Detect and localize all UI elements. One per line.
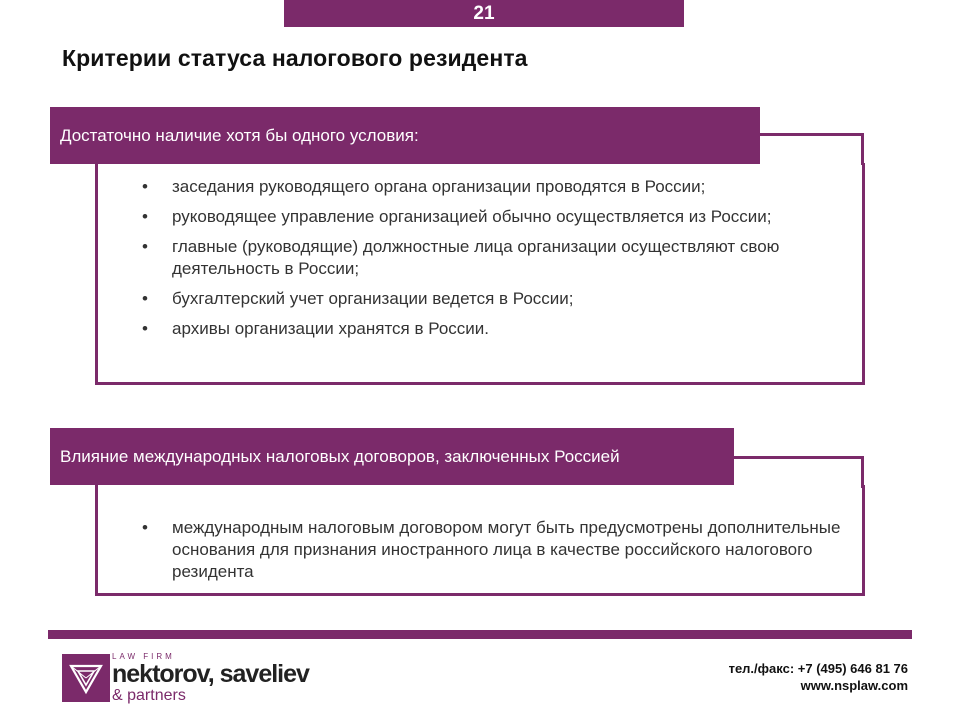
- list-item: [142, 288, 842, 310]
- section-1-frame-cap: [861, 133, 864, 165]
- section-1-header: [50, 107, 760, 164]
- contact-info: [729, 660, 908, 694]
- logo-partners: & partners: [112, 687, 186, 704]
- section-2-bullet-list: [142, 517, 842, 591]
- section-1-bullet-list: [142, 176, 842, 348]
- logo-law-firm: LAW FIRM: [112, 652, 175, 661]
- section-2-header: [50, 428, 734, 485]
- section-2-header-text: Влияние международных налоговых договоров, заключенных Россией: [60, 446, 620, 466]
- list-item-text: заседания руководящего органа организации проводятся в России;: [172, 177, 706, 196]
- section-2-frame-cap: [861, 456, 864, 488]
- list-item-text: бухгалтерский учет организации ведется в России;: [172, 289, 574, 308]
- list-item-text: международным налоговым договором могут быть предусмотрены дополнительные основания для признания иностранного лица в качестве российского налогового резидента: [172, 518, 841, 581]
- list-item-text: руководящее управление организацией обычно осуществляется из России;: [172, 207, 772, 226]
- bullet-icon: •: [142, 207, 148, 226]
- contact-phone: тел./факс: +7 (495) 646 81 76: [728, 661, 908, 676]
- bullet-icon: •: [142, 289, 148, 308]
- list-item: [142, 517, 842, 583]
- list-item: [142, 206, 842, 228]
- page-title: Критерии статуса налогового резидента: [62, 45, 528, 71]
- logo-firm-name: nektorov, saveliev: [112, 660, 309, 688]
- list-item: [142, 176, 842, 198]
- bullet-icon: •: [142, 177, 148, 196]
- firm-logo: [62, 652, 309, 707]
- section-2-frame-top: [734, 456, 864, 459]
- slide-number: 21: [284, 0, 684, 27]
- list-item: [142, 318, 842, 340]
- section-1-frame-top: [760, 133, 864, 136]
- contact-website[interactable]: www.nsplaw.com: [800, 678, 908, 693]
- section-1-header-text: Достаточно наличие хотя бы одного условия:: [60, 125, 419, 145]
- triangle-emblem-icon: [62, 654, 110, 702]
- list-item: [142, 236, 842, 280]
- bullet-icon: •: [142, 319, 148, 338]
- list-item-text: архивы организации хранятся в России.: [172, 319, 490, 338]
- footer-bar: [48, 630, 912, 639]
- list-item-text: главные (руководящие) должностные лица организации осуществляют свою деятельность в России;: [172, 237, 780, 278]
- bullet-icon: •: [142, 237, 148, 256]
- bullet-icon: •: [142, 518, 148, 537]
